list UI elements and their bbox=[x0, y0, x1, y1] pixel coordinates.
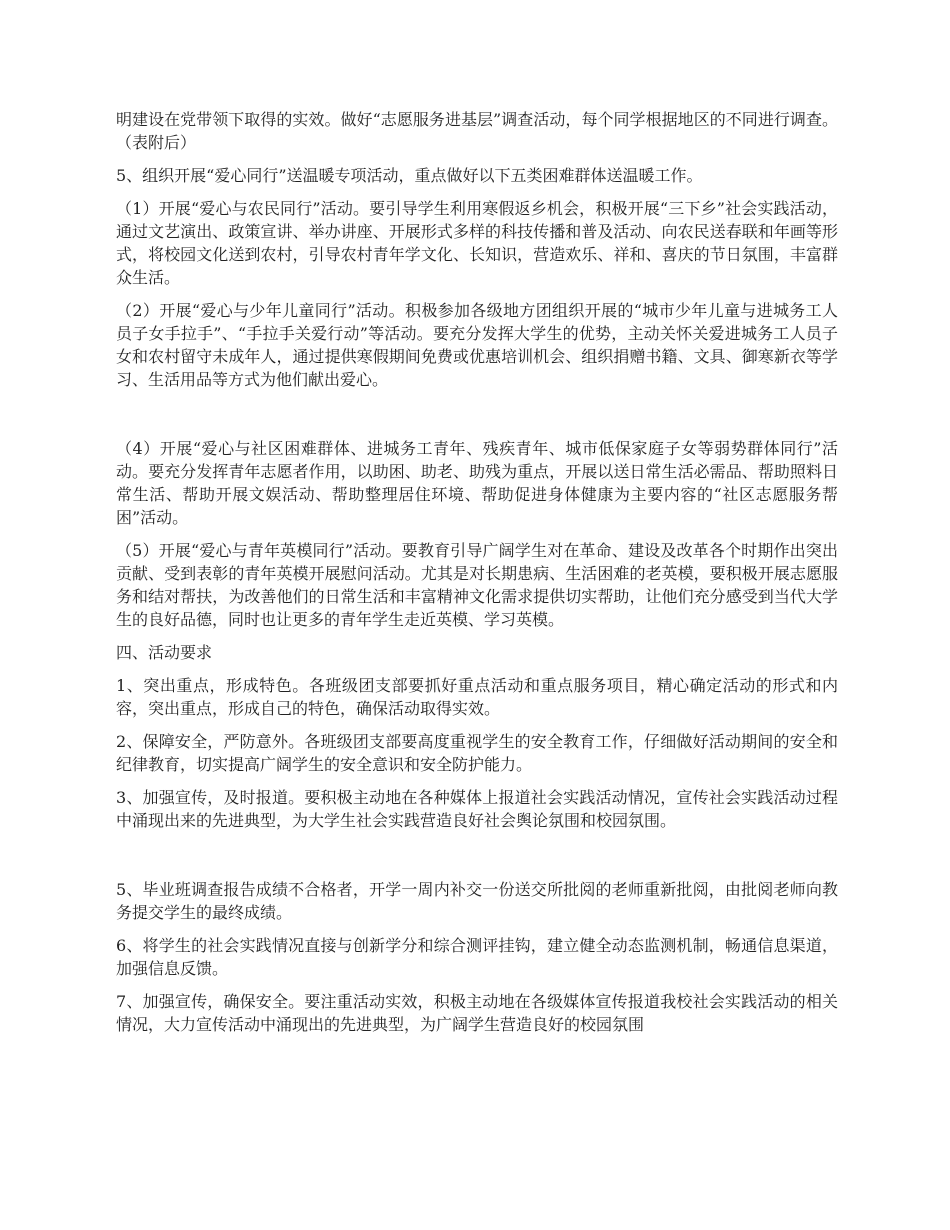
paragraph-sub-5: （5）开展“爱心与青年英模同行”活动。要教育引导广阔学生对在革命、建设及改革各个时期作出突出贡献、受到表彰的青年英模开展慰问活动。尤其是对长期患病、生活困难的老英模，要积极开展志愿服务和结对帮扶，为改善他们的日常生活和丰富精神文化需求提供切实帮助，让他们充分感受到当代大学生的良好品德，同时也让更多的青年学生走近英模、学习英模。 bbox=[116, 541, 838, 629]
paragraph-sub-4: （4）开展“爱心与社区困难群体、进城务工青年、残疾青年、城市低保家庭子女等弱势群体同行”活动。要充分发挥青年志愿者作用，以助困、助老、助残为重点，开展以送日常生活必需品、帮助照料日常生活、帮助开展文娱活动、帮助整理居住环境、帮助促进身体健康为主要内容的“社区志愿服务帮困”活动。 bbox=[116, 439, 838, 527]
paragraph-req-1: 1、突出重点，形成特色。各班级团支部要抓好重点活动和重点服务项目，精心确定活动的形式和内容，突出重点，形成自己的特色，确保活动取得实效。 bbox=[116, 676, 838, 718]
paragraph-intro: 明建设在党带领下取得的实效。做好“志愿服务进基层”调查活动，每个同学根据地区的不同进行调查。（表附后） bbox=[116, 110, 838, 152]
paragraph-req-6: 6、将学生的社会实践情况直接与创新学分和综合测评挂钩，建立健全动态监测机制，畅通信息渠道，加强信息反馈。 bbox=[116, 936, 838, 978]
paragraph-req-3: 3、加强宣传，及时报道。要积极主动地在各种媒体上报道社会实践活动情况，宣传社会实践活动过程中涌现出来的先进典型，为大学生社会实践营造良好社会舆论氛围和校园氛围。 bbox=[116, 788, 838, 830]
paragraph-req-7: 7、加强宣传，确保安全。要注重活动实效，积极主动地在各级媒体宣传报道我校社会实践活动的相关情况，大力宣传活动中涌现出的先进典型，为广阔学生营造良好的校园氛围 bbox=[116, 992, 838, 1034]
section-heading-requirements: 四、活动要求 bbox=[116, 643, 213, 662]
paragraph-req-2: 2、保障安全，严防意外。各班级团支部要高度重视学生的安全教育工作，仔细做好活动期间的安全和纪律教育，切实提高广阔学生的安全意识和安全防护能力。 bbox=[116, 732, 838, 774]
paragraph-item-5: 5、组织开展“爱心同行”送温暖专项活动，重点做好以下五类困难群体送温暖工作。 bbox=[116, 166, 703, 185]
document-page bbox=[116, 108, 838, 1046]
paragraph-sub-1: （1）开展“爱心与农民同行”活动。要引导学生利用寒假返乡机会，积极开展“三下乡”社会实践活动，通过文艺演出、政策宣讲、举办讲座、开展形式多样的科技传播和普及活动、向农民送春联和年画等形式，将校园文化送到农村，引导农村青年学文化、长知识，营造欢乐、祥和、喜庆的节日氛围，丰富群众生活。 bbox=[116, 199, 838, 287]
paragraph-req-5: 5、毕业班调查报告成绩不合格者，开学一周内补交一份送交所批阅的老师重新批阅，由批阅老师向教务提交学生的最终成绩。 bbox=[116, 880, 838, 922]
paragraph-sub-2: （2）开展“爱心与少年儿童同行”活动。积极参加各级地方团组织开展的“城市少年儿童与进城务工人员子女手拉手”、“手拉手关爱行动”等活动。要充分发挥大学生的优势，主动关怀关爱进城务工人员子女和农村留守未成年人，通过提供寒假期间免费或优惠培训机会、组织捐赠书籍、文具、御寒新衣等学习、生活用品等方式为他们献出爱心。 bbox=[116, 301, 838, 389]
